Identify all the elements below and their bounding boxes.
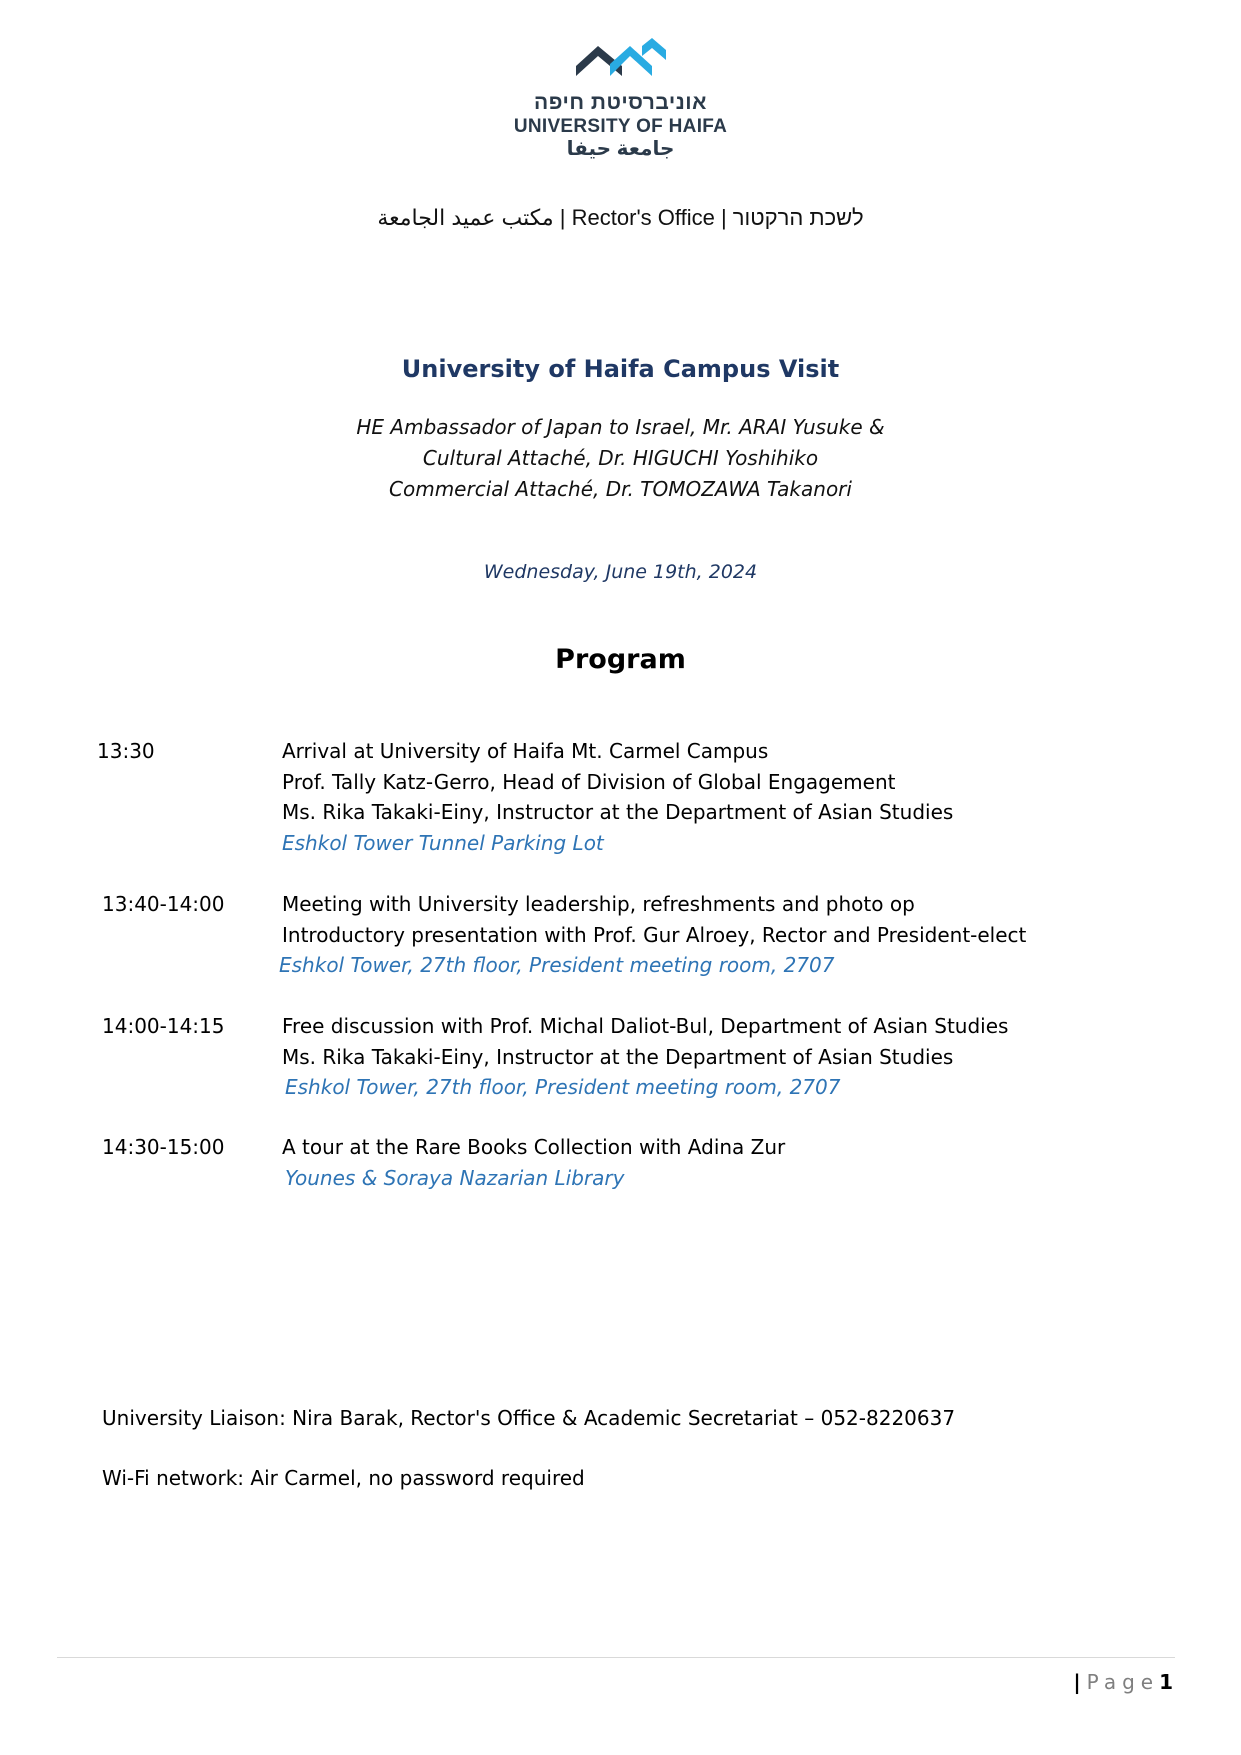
university-logo-mark [576,38,666,84]
footer-divider [57,1657,1175,1658]
schedule-details [282,1132,785,1193]
schedule-line: Arrival at University of Haifa Mt. Carmel Campus [282,739,769,763]
schedule-time: 13:30 [97,739,155,763]
page-number-value: 1 [1159,1670,1173,1694]
schedule-line: Ms. Rika Takaki-Einy, Instructor at the Department of Asian Studies [282,800,954,824]
schedule-location: Eshkol Tower, 27th floor, President meeting room, 2707 [285,1075,841,1099]
office-separator: | [559,205,566,230]
guest-line: HE Ambassador of Japan to Israel, Mr. ARAI Yusuke & [356,415,885,439]
schedule-line: A tour at the Rare Books Collection with Adina Zur [282,1135,786,1159]
office-hebrew: לשכת הרקטור [732,205,864,230]
guest-line: Commercial Attaché, Dr. TOMOZAWA Takanori [389,477,852,501]
schedule-details [282,736,953,858]
logo-hebrew-name: אוניברסיטת חיפה [534,91,707,114]
schedule-line: Ms. Rika Takaki-Einy, Instructor at the Department of Asian Studies [282,1044,954,1069]
wifi-info: Wi-Fi network: Air Carmel, no password required [102,1466,585,1490]
program-heading: Program [555,644,686,675]
guest-line: Cultural Attaché, Dr. HIGUCHI Yoshihiko [422,446,819,470]
page-number-bar: | [1073,1670,1081,1694]
office-arabic: مكتب عميد الجامعة [377,205,554,230]
schedule-location: Younes & Soraya Nazarian Library [285,1165,625,1190]
office-english: Rector's Office [571,205,715,230]
document-title: University of Haifa Campus Visit [401,355,840,383]
schedule-line: Free discussion with Prof. Michal Daliot-Bul, Department of Asian Studies [282,1014,1009,1038]
logo-english-name: UNIVERSITY OF HAIFA [513,116,728,137]
schedule-time: 14:30-15:00 [102,1135,225,1159]
schedule-line: Introductory presentation with Prof. Gur Alroey, Rector and President-elect [282,922,1027,947]
schedule-time: 14:00-14:15 [102,1014,225,1038]
university-liaison: University Liaison: Nira Barak, Rector's Office & Academic Secretariat – 052-8220637 [102,1406,956,1430]
office-separator: | [720,205,727,230]
schedule-line: Meeting with University leadership, refreshments and photo op [282,892,915,916]
guest-list [0,412,1241,505]
logo-arabic-name: جامعة حيفا [566,138,675,160]
page-number [1073,1670,1173,1694]
university-logo [0,38,1241,159]
visit-date: Wednesday, June 19th, 2024 [483,561,758,583]
schedule-details [279,889,1027,981]
office-line [0,205,1241,231]
schedule-details [282,1011,1008,1103]
schedule-location: Eshkol Tower Tunnel Parking Lot [282,830,604,855]
page-label: Page [1086,1670,1160,1694]
schedule-line: Prof. Tally Katz-Gerro, Head of Division of Global Engagement [282,769,896,794]
schedule-location: Eshkol Tower, 27th floor, President meeting room, 2707 [279,953,835,977]
schedule-time: 13:40-14:00 [102,892,225,916]
